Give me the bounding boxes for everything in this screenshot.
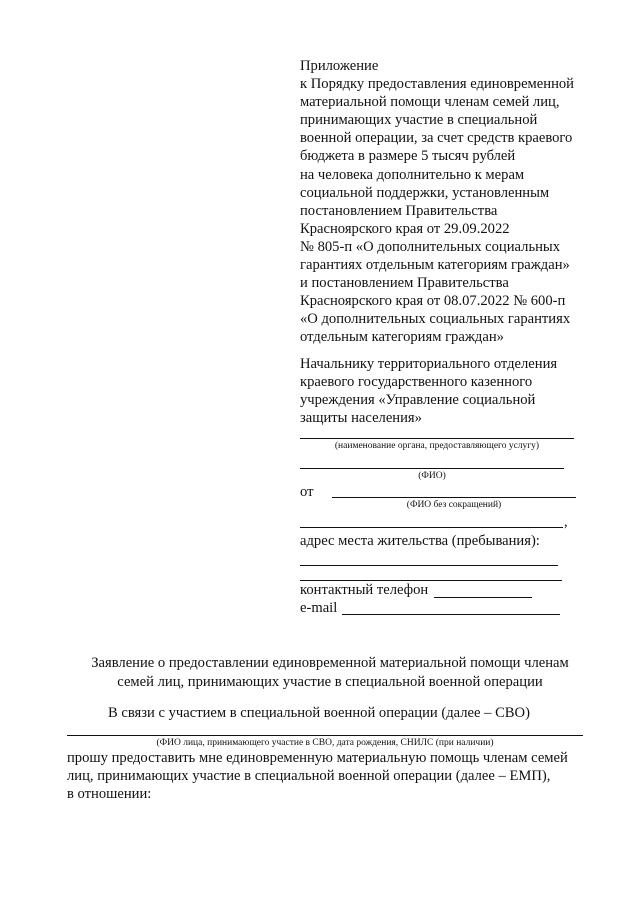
- appendix-line: гарантиях отдельным категориям граждан»: [300, 257, 570, 274]
- fio-field[interactable]: [300, 468, 564, 469]
- appendix-line: отдельным категориям граждан»: [300, 329, 504, 346]
- appendix-line: социальной поддержки, установленным: [300, 184, 550, 201]
- organ-name-field[interactable]: [300, 438, 574, 439]
- statement-intro: В связи с участием в специальной военной операции (далее – СВО): [108, 705, 530, 721]
- application-title: [40, 654, 620, 692]
- appendix-line: № 805-п «О дополнительных социальных: [300, 238, 561, 255]
- participant-field[interactable]: [67, 735, 583, 736]
- phone-field[interactable]: [434, 597, 532, 598]
- statement-line-3: в отношении:: [67, 786, 152, 802]
- fio-continuation-field[interactable]: [300, 527, 563, 528]
- phone-label: контактный телефон: [300, 582, 429, 598]
- title-line-1: Заявление о предоставлении единовременной материальной помощи членам: [91, 655, 569, 671]
- fio-full-caption: (ФИО без сокращений): [406, 500, 502, 510]
- addressee-line: учреждения «Управление социальной: [300, 392, 536, 409]
- addressee-line: защиты населения»: [300, 410, 422, 427]
- address-label: адрес места жительства (пребывания):: [300, 533, 540, 549]
- statement-line-2: лиц, принимающих участие в специальной военной операции (далее – ЕМП),: [67, 768, 551, 784]
- title-line-2: семей лиц, принимающих участие в специальной военной операции: [117, 674, 543, 690]
- addressee-block: [300, 355, 600, 427]
- addressee-line: Начальнику территориального отделения: [300, 356, 558, 372]
- statement-line-1: прошу предоставить мне единовременную материальную помощь членам семей: [67, 750, 568, 766]
- appendix-line: военной операции, за счет средств краевого: [300, 130, 573, 147]
- appendix-line: постановлением Правительства: [300, 202, 498, 219]
- appendix-line: и постановлением Правительства: [300, 275, 509, 292]
- appendix-line: к Порядку предоставления единовременной: [300, 76, 574, 93]
- appendix-line: «О дополнительных социальных гарантиях: [300, 311, 571, 328]
- from-fio-field[interactable]: [332, 497, 576, 498]
- appendix-line: Красноярского края от 29.09.2022: [300, 220, 510, 237]
- address-field-1[interactable]: [300, 565, 558, 566]
- email-label: e-mail: [300, 600, 338, 616]
- appendix-line: бюджета в размере 5 тысяч рублей: [300, 148, 516, 165]
- comma-mark: ,: [564, 514, 568, 530]
- email-field[interactable]: [342, 614, 560, 615]
- appendix-line: принимающих участие в специальной: [300, 112, 538, 129]
- appendix-line: Красноярского края от 08.07.2022 № 600-п: [300, 293, 566, 310]
- appendix-line: материальной помощи членам семей лиц,: [300, 94, 560, 111]
- appendix-line: на человека дополнительно к мерам: [300, 166, 525, 183]
- appendix-line: Приложение: [300, 58, 379, 74]
- from-label: от: [300, 484, 314, 500]
- addressee-line: краевого государственного казенного: [300, 374, 533, 391]
- organ-name-caption: (наименование органа, предоставляющего услугу): [334, 441, 540, 451]
- appendix-block: [300, 57, 600, 347]
- fio-caption: (ФИО): [418, 471, 446, 481]
- participant-caption: (ФИО лица, принимающего участие в СВО, дата рождения, СНИЛС (при наличии): [156, 738, 494, 748]
